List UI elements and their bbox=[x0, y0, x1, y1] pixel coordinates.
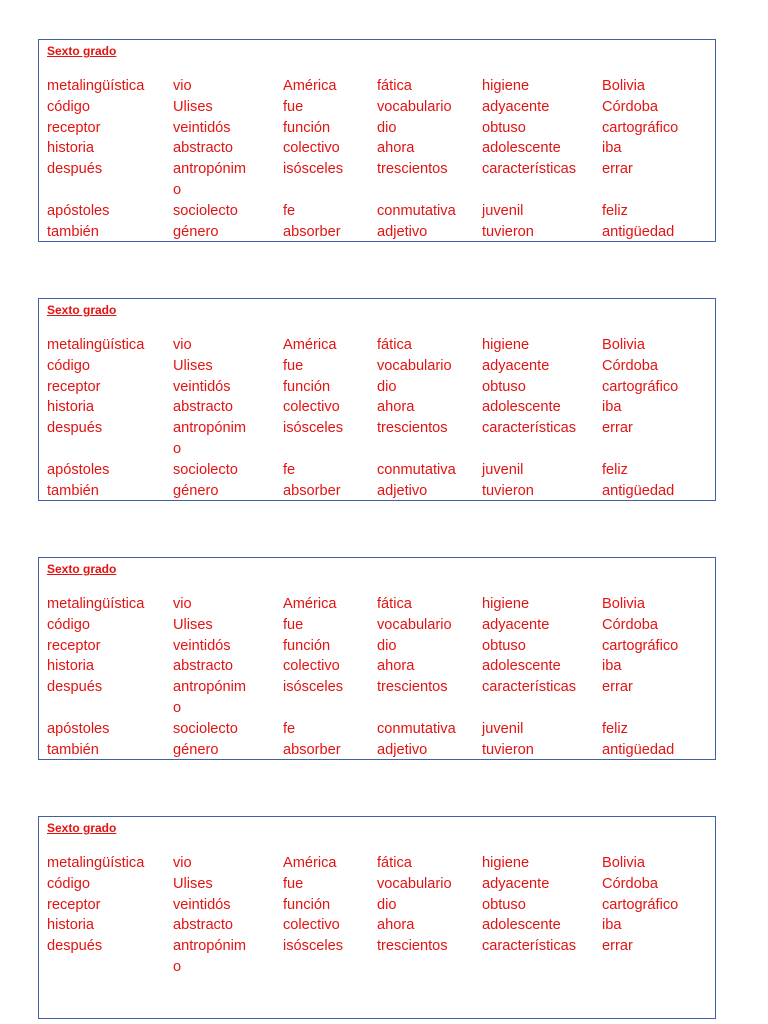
word-row bbox=[47, 677, 711, 698]
word-row bbox=[47, 180, 711, 201]
word-cell: absorber bbox=[283, 223, 341, 240]
word-cell: adjetivo bbox=[377, 223, 428, 240]
word-cell: función bbox=[283, 896, 331, 913]
word-cell: adyacente bbox=[482, 357, 550, 374]
word-row bbox=[47, 159, 711, 180]
word-cell: también bbox=[47, 223, 99, 240]
word-cell: características bbox=[482, 161, 577, 178]
word-cell: código bbox=[47, 875, 91, 892]
word-cell: Bolivia bbox=[602, 78, 645, 94]
word-cell: código bbox=[47, 357, 91, 374]
word-cell: cartográfico bbox=[602, 637, 679, 654]
word-cell: obtuso bbox=[482, 119, 526, 136]
word-cell: apóstoles bbox=[47, 720, 110, 737]
card-title: Sexto grado bbox=[47, 821, 117, 835]
word-cell: fática bbox=[377, 596, 412, 612]
word-cell: ahora bbox=[377, 140, 415, 157]
word-cell: Córdoba bbox=[602, 616, 658, 633]
word-cell: código bbox=[47, 616, 91, 633]
word-cell: colectivo bbox=[283, 399, 340, 416]
word-cell: también bbox=[47, 741, 99, 758]
word-cell: conmutativa bbox=[377, 202, 456, 219]
word-card-2 bbox=[38, 298, 716, 501]
word-cell: colectivo bbox=[283, 140, 340, 157]
word-cell: adolescente bbox=[482, 140, 561, 157]
word-cell: juvenil bbox=[482, 202, 524, 219]
word-row bbox=[47, 201, 711, 222]
word-cell: fe bbox=[283, 720, 296, 737]
word-cell: fue bbox=[283, 357, 304, 374]
word-cell: dio bbox=[377, 119, 397, 136]
word-cell: historia bbox=[47, 917, 95, 934]
word-cell: trescientos bbox=[377, 679, 448, 696]
word-cell: metalingüística bbox=[47, 596, 145, 612]
word-cell: género bbox=[173, 482, 219, 499]
word-cell: vocabulario bbox=[377, 98, 452, 115]
word-cell: o bbox=[173, 440, 182, 457]
word-cell: Ulises bbox=[173, 616, 213, 633]
word-cell: sociolecto bbox=[173, 202, 238, 219]
card-title: Sexto grado bbox=[47, 562, 117, 576]
word-cell: iba bbox=[602, 658, 622, 675]
word-cell: obtuso bbox=[482, 637, 526, 654]
word-cell: dio bbox=[377, 378, 397, 395]
word-grid bbox=[47, 76, 711, 242]
word-row bbox=[47, 615, 711, 636]
word-cell: tuvieron bbox=[482, 482, 534, 499]
word-cell: Córdoba bbox=[602, 98, 658, 115]
word-cell: iba bbox=[602, 917, 622, 934]
word-cell: obtuso bbox=[482, 896, 526, 913]
word-cell: historia bbox=[47, 140, 95, 157]
word-cell: adjetivo bbox=[377, 741, 428, 758]
word-cell: América bbox=[283, 78, 337, 94]
word-cell: ahora bbox=[377, 399, 415, 416]
word-cell: veintidós bbox=[173, 119, 231, 136]
word-cell: América bbox=[283, 337, 337, 353]
word-cell: historia bbox=[47, 658, 95, 675]
word-cell: conmutativa bbox=[377, 720, 456, 737]
word-cell: función bbox=[283, 119, 331, 136]
word-row bbox=[47, 138, 711, 159]
word-cell: o bbox=[173, 699, 182, 716]
word-cell: antigüedad bbox=[602, 482, 675, 499]
word-row bbox=[47, 698, 711, 719]
word-cell: Ulises bbox=[173, 875, 213, 892]
word-cell: trescientos bbox=[377, 420, 448, 437]
word-cell: obtuso bbox=[482, 378, 526, 395]
word-cell: adyacente bbox=[482, 875, 550, 892]
word-cell: tuvieron bbox=[482, 223, 534, 240]
word-row bbox=[47, 377, 711, 398]
word-cell: juvenil bbox=[482, 720, 524, 737]
word-cell: isósceles bbox=[283, 161, 344, 178]
word-grid bbox=[47, 335, 711, 501]
word-cell: cartográfico bbox=[602, 896, 679, 913]
word-row bbox=[47, 874, 711, 895]
word-cell: iba bbox=[602, 399, 622, 416]
word-cell: feliz bbox=[602, 461, 628, 478]
word-row bbox=[47, 460, 711, 481]
word-cell: isósceles bbox=[283, 679, 344, 696]
word-cell: sociolecto bbox=[173, 461, 238, 478]
word-cell: antigüedad bbox=[602, 741, 675, 758]
word-cell: o bbox=[173, 958, 182, 975]
word-cell: iba bbox=[602, 140, 622, 157]
word-cell: después bbox=[47, 938, 103, 955]
word-cell: abstracto bbox=[173, 917, 234, 934]
word-cell: colectivo bbox=[283, 917, 340, 934]
word-cell: apóstoles bbox=[47, 461, 110, 478]
word-cell: después bbox=[47, 679, 103, 696]
word-cell: abstracto bbox=[173, 140, 234, 157]
word-row bbox=[47, 76, 711, 97]
word-row bbox=[47, 594, 711, 615]
word-cell: abstracto bbox=[173, 399, 234, 416]
word-cell: vio bbox=[173, 596, 192, 612]
word-cell: metalingüística bbox=[47, 337, 145, 353]
word-grid bbox=[47, 853, 711, 978]
word-cell: Bolivia bbox=[602, 855, 645, 871]
word-cell: errar bbox=[602, 938, 633, 955]
word-cell: vio bbox=[173, 855, 192, 871]
word-cell: fue bbox=[283, 98, 304, 115]
word-cell: también bbox=[47, 482, 99, 499]
word-cell: antropónim bbox=[173, 938, 247, 955]
word-cell: género bbox=[173, 223, 219, 240]
word-cell: fática bbox=[377, 855, 412, 871]
word-cell: Bolivia bbox=[602, 337, 645, 353]
word-cell: absorber bbox=[283, 741, 341, 758]
word-cell: errar bbox=[602, 161, 633, 178]
word-card-3 bbox=[38, 557, 716, 760]
word-cell: vocabulario bbox=[377, 357, 452, 374]
word-cell: dio bbox=[377, 896, 397, 913]
word-row bbox=[47, 97, 711, 118]
word-cell: errar bbox=[602, 420, 633, 437]
word-cell: juvenil bbox=[482, 461, 524, 478]
word-cell: código bbox=[47, 98, 91, 115]
word-cell: ahora bbox=[377, 917, 415, 934]
word-row bbox=[47, 222, 711, 243]
word-cell: vocabulario bbox=[377, 616, 452, 633]
word-cell: historia bbox=[47, 399, 95, 416]
word-cell: características bbox=[482, 938, 577, 955]
word-cell: higiene bbox=[482, 337, 530, 353]
word-cell: Bolivia bbox=[602, 596, 645, 612]
word-cell: veintidós bbox=[173, 637, 231, 654]
word-cell: abstracto bbox=[173, 658, 234, 675]
word-cell: Ulises bbox=[173, 98, 213, 115]
word-cell: absorber bbox=[283, 482, 341, 499]
word-cell: género bbox=[173, 741, 219, 758]
word-cell: fática bbox=[377, 337, 412, 353]
word-cell: antropónim bbox=[173, 161, 247, 178]
word-cell: adyacente bbox=[482, 98, 550, 115]
word-row bbox=[47, 936, 711, 957]
word-cell: después bbox=[47, 420, 103, 437]
word-cell: características bbox=[482, 420, 577, 437]
word-cell: Córdoba bbox=[602, 875, 658, 892]
word-cell: isósceles bbox=[283, 420, 344, 437]
word-cell: metalingüística bbox=[47, 855, 145, 871]
word-cell: vio bbox=[173, 337, 192, 353]
word-cell: apóstoles bbox=[47, 202, 110, 219]
word-row bbox=[47, 957, 711, 978]
word-row bbox=[47, 740, 711, 761]
word-row bbox=[47, 335, 711, 356]
card-title: Sexto grado bbox=[47, 303, 117, 317]
word-row bbox=[47, 719, 711, 740]
word-cell: antigüedad bbox=[602, 223, 675, 240]
word-row bbox=[47, 895, 711, 916]
word-row bbox=[47, 397, 711, 418]
word-cell: después bbox=[47, 161, 103, 178]
word-cell: conmutativa bbox=[377, 461, 456, 478]
word-cell: o bbox=[173, 181, 182, 198]
word-cell: fue bbox=[283, 616, 304, 633]
word-row bbox=[47, 656, 711, 677]
word-cell: feliz bbox=[602, 720, 628, 737]
word-cell: higiene bbox=[482, 596, 530, 612]
word-cell: fue bbox=[283, 875, 304, 892]
word-cell: vocabulario bbox=[377, 875, 452, 892]
word-row bbox=[47, 915, 711, 936]
word-cell: sociolecto bbox=[173, 720, 238, 737]
word-cell: adolescente bbox=[482, 658, 561, 675]
word-row bbox=[47, 636, 711, 657]
word-cell: dio bbox=[377, 637, 397, 654]
word-cell: receptor bbox=[47, 119, 101, 136]
word-cell: antropónim bbox=[173, 679, 247, 696]
word-cell: receptor bbox=[47, 378, 101, 395]
word-cell: Córdoba bbox=[602, 357, 658, 374]
word-cell: América bbox=[283, 855, 337, 871]
word-row bbox=[47, 439, 711, 460]
word-cell: veintidós bbox=[173, 378, 231, 395]
word-cell: receptor bbox=[47, 896, 101, 913]
word-cell: veintidós bbox=[173, 896, 231, 913]
word-cell: fe bbox=[283, 461, 296, 478]
word-row bbox=[47, 418, 711, 439]
word-cell: adjetivo bbox=[377, 482, 428, 499]
word-cell: Ulises bbox=[173, 357, 213, 374]
word-cell: trescientos bbox=[377, 938, 448, 955]
word-cell: América bbox=[283, 596, 337, 612]
word-cell: trescientos bbox=[377, 161, 448, 178]
word-card-4 bbox=[38, 816, 716, 1019]
word-cell: adolescente bbox=[482, 399, 561, 416]
word-cell: adyacente bbox=[482, 616, 550, 633]
word-cell: fe bbox=[283, 202, 296, 219]
word-cell: función bbox=[283, 378, 331, 395]
word-cell: higiene bbox=[482, 855, 530, 871]
word-cell: errar bbox=[602, 679, 633, 696]
word-cell: función bbox=[283, 637, 331, 654]
word-row bbox=[47, 853, 711, 874]
word-row bbox=[47, 118, 711, 139]
word-cell: receptor bbox=[47, 637, 101, 654]
word-row bbox=[47, 356, 711, 377]
word-cell: fática bbox=[377, 78, 412, 94]
word-grid bbox=[47, 594, 711, 760]
word-cell: vio bbox=[173, 78, 192, 94]
word-cell: colectivo bbox=[283, 658, 340, 675]
word-cell: isósceles bbox=[283, 938, 344, 955]
card-title: Sexto grado bbox=[47, 44, 117, 58]
word-row bbox=[47, 481, 711, 502]
word-cell: características bbox=[482, 679, 577, 696]
word-cell: feliz bbox=[602, 202, 628, 219]
word-cell: cartográfico bbox=[602, 378, 679, 395]
word-cell: cartográfico bbox=[602, 119, 679, 136]
word-cell: higiene bbox=[482, 78, 530, 94]
word-card-1 bbox=[38, 39, 716, 242]
word-cell: ahora bbox=[377, 658, 415, 675]
word-cell: metalingüística bbox=[47, 78, 145, 94]
word-cell: antropónim bbox=[173, 420, 247, 437]
word-cell: tuvieron bbox=[482, 741, 534, 758]
word-cell: adolescente bbox=[482, 917, 561, 934]
